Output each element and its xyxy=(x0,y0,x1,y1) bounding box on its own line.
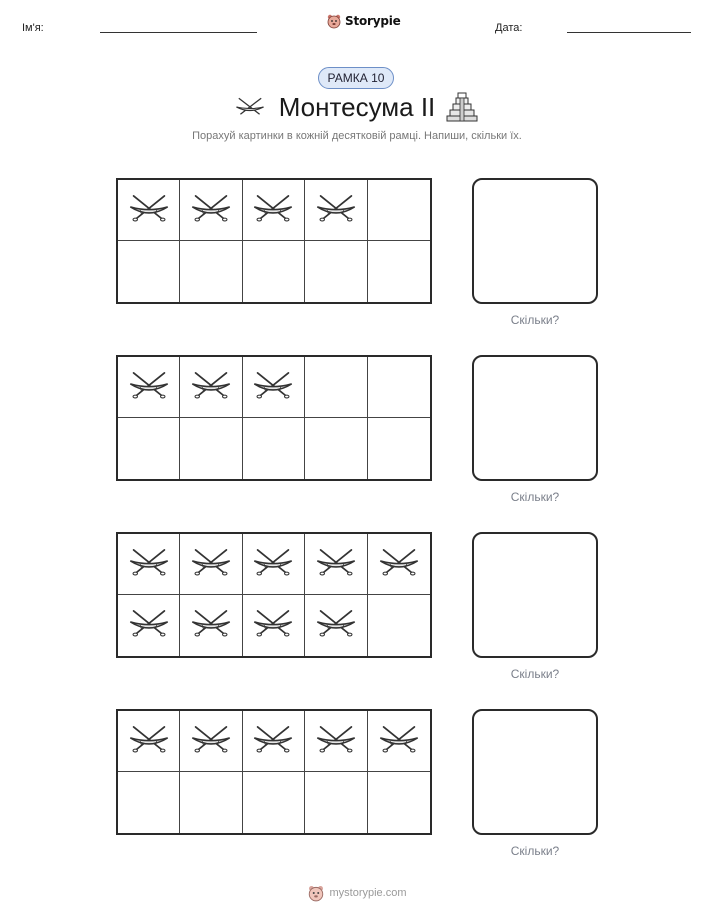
canoe-icon xyxy=(189,191,233,230)
canoe-icon xyxy=(189,606,233,645)
frame-cell xyxy=(305,418,367,479)
canoe-icon xyxy=(127,545,171,584)
frame-cell xyxy=(368,534,430,595)
how-many-label: Скільки? xyxy=(510,667,560,681)
how-many-label: Скільки? xyxy=(510,844,560,858)
frame-cell xyxy=(305,711,367,772)
frame-cell xyxy=(243,711,305,772)
frame-cell xyxy=(118,180,180,241)
canoe-icon xyxy=(127,191,171,230)
frame-cell xyxy=(243,357,305,418)
answer-box[interactable] xyxy=(472,355,598,481)
canoe-icon xyxy=(189,368,233,407)
name-line[interactable] xyxy=(100,32,257,33)
how-many-label: Скільки? xyxy=(510,490,560,504)
frame-badge: РАМКА 10 xyxy=(318,67,394,89)
frame-cell xyxy=(305,534,367,595)
instructions: Порахуй картинки в кожній десятковій рамці. Напиши, скільки їх. xyxy=(192,130,522,142)
answer-box[interactable] xyxy=(472,532,598,658)
frame-cell xyxy=(118,241,180,302)
frame-cell xyxy=(180,595,242,656)
frame-cell xyxy=(118,711,180,772)
frame-cell xyxy=(243,772,305,833)
frame-cell xyxy=(305,595,367,656)
ten-frame xyxy=(116,355,432,481)
frame-cell xyxy=(118,534,180,595)
frame-cell xyxy=(368,418,430,479)
pyramid-icon xyxy=(445,92,479,122)
frame-cell xyxy=(180,241,242,302)
frame-cell xyxy=(118,357,180,418)
frame-cell xyxy=(180,418,242,479)
storypie-mascot-icon xyxy=(307,884,325,902)
date-label: Дата: xyxy=(495,22,523,34)
ten-frame xyxy=(116,709,432,835)
frame-cell xyxy=(368,180,430,241)
answer-box[interactable] xyxy=(472,709,598,835)
canoe-icon xyxy=(377,545,421,584)
frame-cell xyxy=(305,241,367,302)
frame-cell xyxy=(118,595,180,656)
canoe-icon xyxy=(251,722,295,761)
frame-cell xyxy=(368,357,430,418)
canoe-icon xyxy=(127,722,171,761)
frame-cell xyxy=(305,357,367,418)
date-line[interactable] xyxy=(567,32,691,33)
canoe-icon xyxy=(251,191,295,230)
frame-cell xyxy=(368,595,430,656)
canoe-icon xyxy=(314,191,358,230)
frame-cell xyxy=(180,534,242,595)
canoe-icon xyxy=(377,722,421,761)
frame-cell xyxy=(368,241,430,302)
frame-cell xyxy=(118,772,180,833)
footer-website: mystorypie.com xyxy=(329,887,407,899)
answer-box[interactable] xyxy=(472,178,598,304)
canoe-icon xyxy=(314,545,358,584)
canoe-icon xyxy=(127,368,171,407)
brand-name: Storypie xyxy=(345,14,401,28)
frame-cell xyxy=(180,357,242,418)
frame-cell xyxy=(180,711,242,772)
canoe-icon xyxy=(314,722,358,761)
name-label: Ім'я: xyxy=(22,22,44,34)
frame-cell xyxy=(243,595,305,656)
how-many-label: Скільки? xyxy=(510,313,560,327)
brand-logo xyxy=(326,13,401,29)
footer xyxy=(0,884,714,902)
canoe-icon xyxy=(127,606,171,645)
frame-cell xyxy=(368,772,430,833)
ten-frame xyxy=(116,532,432,658)
ten-frame xyxy=(116,178,432,304)
frame-cell xyxy=(243,180,305,241)
canoe-icon xyxy=(251,545,295,584)
frame-cell xyxy=(243,534,305,595)
frame-cell xyxy=(305,180,367,241)
frame-cell xyxy=(368,711,430,772)
frame-cell xyxy=(243,418,305,479)
frame-cell xyxy=(180,180,242,241)
frame-cell xyxy=(118,418,180,479)
canoe-icon xyxy=(189,545,233,584)
frame-cell xyxy=(180,772,242,833)
page-title: Монтесума II xyxy=(278,92,436,122)
canoe-icon xyxy=(251,368,295,407)
frame-cell xyxy=(243,241,305,302)
frame-cell xyxy=(305,772,367,833)
canoe-icon xyxy=(251,606,295,645)
storypie-mascot-icon xyxy=(326,13,342,29)
canoe-icon xyxy=(314,606,358,645)
canoe-icon xyxy=(189,722,233,761)
